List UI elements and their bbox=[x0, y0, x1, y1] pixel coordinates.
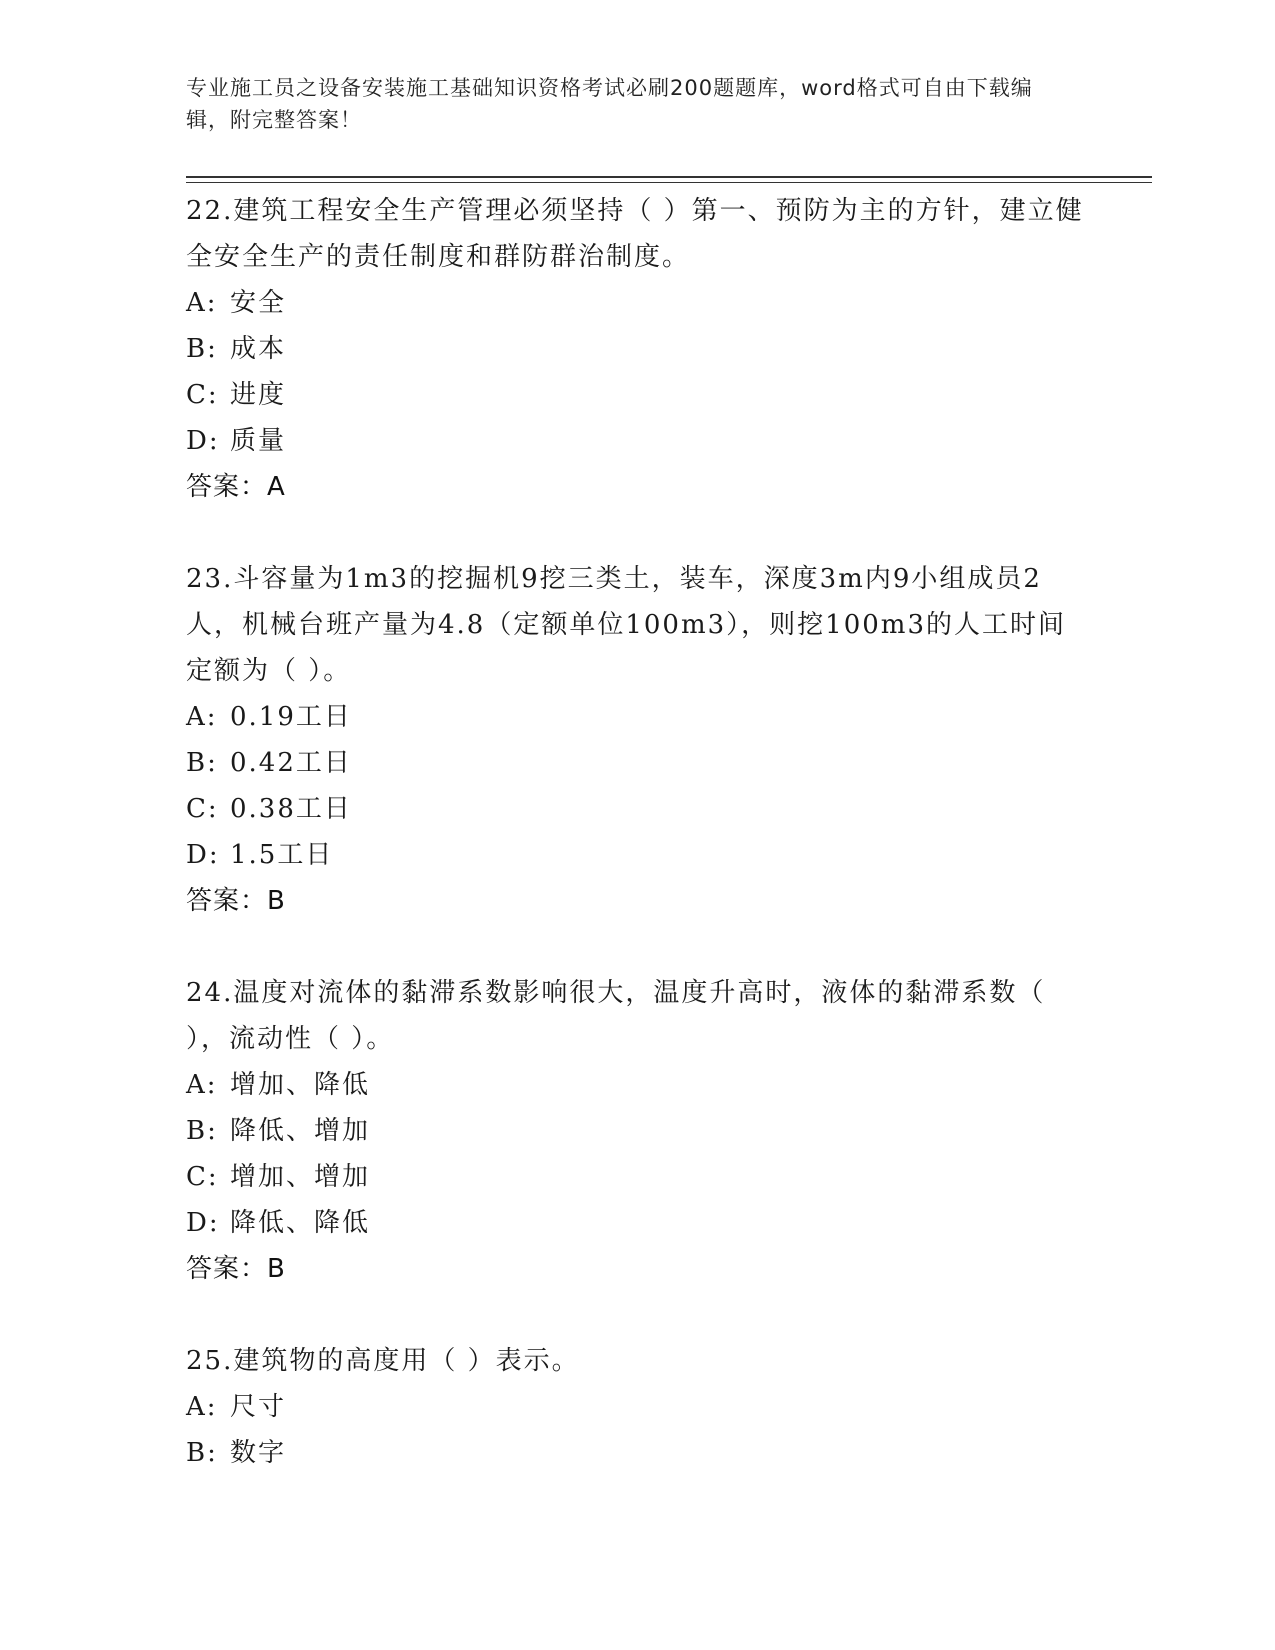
question-22 bbox=[186, 188, 1086, 510]
option-text: 质量 bbox=[230, 426, 287, 456]
option-key: A: bbox=[186, 1070, 218, 1100]
question-stem: 25.建筑物的高度用（ ）表示。 bbox=[186, 1346, 580, 1376]
option-key: B: bbox=[186, 748, 218, 778]
option-text: 降低、降低 bbox=[230, 1208, 371, 1238]
option-text: 降低、增加 bbox=[230, 1116, 371, 1146]
option-key: A: bbox=[186, 1392, 218, 1422]
option-d bbox=[186, 418, 1086, 464]
header-divider-thick bbox=[186, 176, 1152, 178]
option-text: 增加、增加 bbox=[230, 1162, 371, 1192]
option-key: A: bbox=[186, 702, 218, 732]
option-text: 成本 bbox=[230, 334, 287, 364]
option-a bbox=[186, 1384, 1086, 1430]
option-c bbox=[186, 372, 1086, 418]
question-spacer bbox=[186, 1292, 1086, 1338]
option-text: 增加、降低 bbox=[230, 1070, 371, 1100]
option-a bbox=[186, 280, 1086, 326]
question-list bbox=[186, 188, 1086, 1476]
option-d bbox=[186, 1200, 1086, 1246]
option-b bbox=[186, 740, 1086, 786]
question-spacer bbox=[186, 510, 1086, 556]
option-text: 0.19工日 bbox=[230, 702, 352, 732]
option-key: D: bbox=[186, 840, 220, 870]
option-text: 0.42工日 bbox=[230, 748, 352, 778]
answer-line: 答案：A bbox=[186, 472, 286, 502]
option-text: 进度 bbox=[230, 380, 287, 410]
option-key: C: bbox=[186, 1162, 219, 1192]
option-text: 数字 bbox=[230, 1438, 287, 1468]
question-24 bbox=[186, 970, 1086, 1292]
option-text: 安全 bbox=[230, 288, 287, 318]
header-divider-thin bbox=[186, 182, 1152, 183]
option-key: C: bbox=[186, 794, 219, 824]
answer-line: 答案：B bbox=[186, 1254, 286, 1284]
document-header: 专业施工员之设备安装施工基础知识资格考试必刷200题题库，word格式可自由下载编辑，附完整答案！ bbox=[186, 76, 1033, 132]
option-b bbox=[186, 1108, 1086, 1154]
option-key: C: bbox=[186, 380, 219, 410]
option-key: B: bbox=[186, 1116, 218, 1146]
option-text: 0.38工日 bbox=[230, 794, 352, 824]
question-stem: 23.斗容量为1m3的挖掘机9挖三类土，装车，深度3m内9小组成员2人，机械台班产量为4.8（定额单位100m3），则挖100m3的人工时间定额为（ ）。 bbox=[186, 564, 1066, 686]
option-key: B: bbox=[186, 1438, 218, 1468]
question-spacer bbox=[186, 924, 1086, 970]
option-b bbox=[186, 326, 1086, 372]
option-d bbox=[186, 832, 1086, 878]
question-stem: 22.建筑工程安全生产管理必须坚持（ ）第一、预防为主的方针，建立健全安全生产的责任制度和群防群治制度。 bbox=[186, 196, 1084, 272]
question-stem: 24.温度对流体的黏滞系数影响很大，温度升高时，液体的黏滞系数（ ），流动性（ ）。 bbox=[186, 978, 1046, 1054]
option-key: D: bbox=[186, 1208, 220, 1238]
option-b bbox=[186, 1430, 1086, 1476]
question-25 bbox=[186, 1338, 1086, 1476]
option-a bbox=[186, 1062, 1086, 1108]
option-key: A: bbox=[186, 288, 218, 318]
answer-line: 答案：B bbox=[186, 886, 286, 916]
option-text: 1.5工日 bbox=[230, 840, 334, 870]
option-c bbox=[186, 1154, 1086, 1200]
option-key: D: bbox=[186, 426, 220, 456]
option-c bbox=[186, 786, 1086, 832]
option-a bbox=[186, 694, 1086, 740]
question-23 bbox=[186, 556, 1086, 924]
option-text: 尺寸 bbox=[230, 1392, 287, 1422]
option-key: B: bbox=[186, 334, 218, 364]
